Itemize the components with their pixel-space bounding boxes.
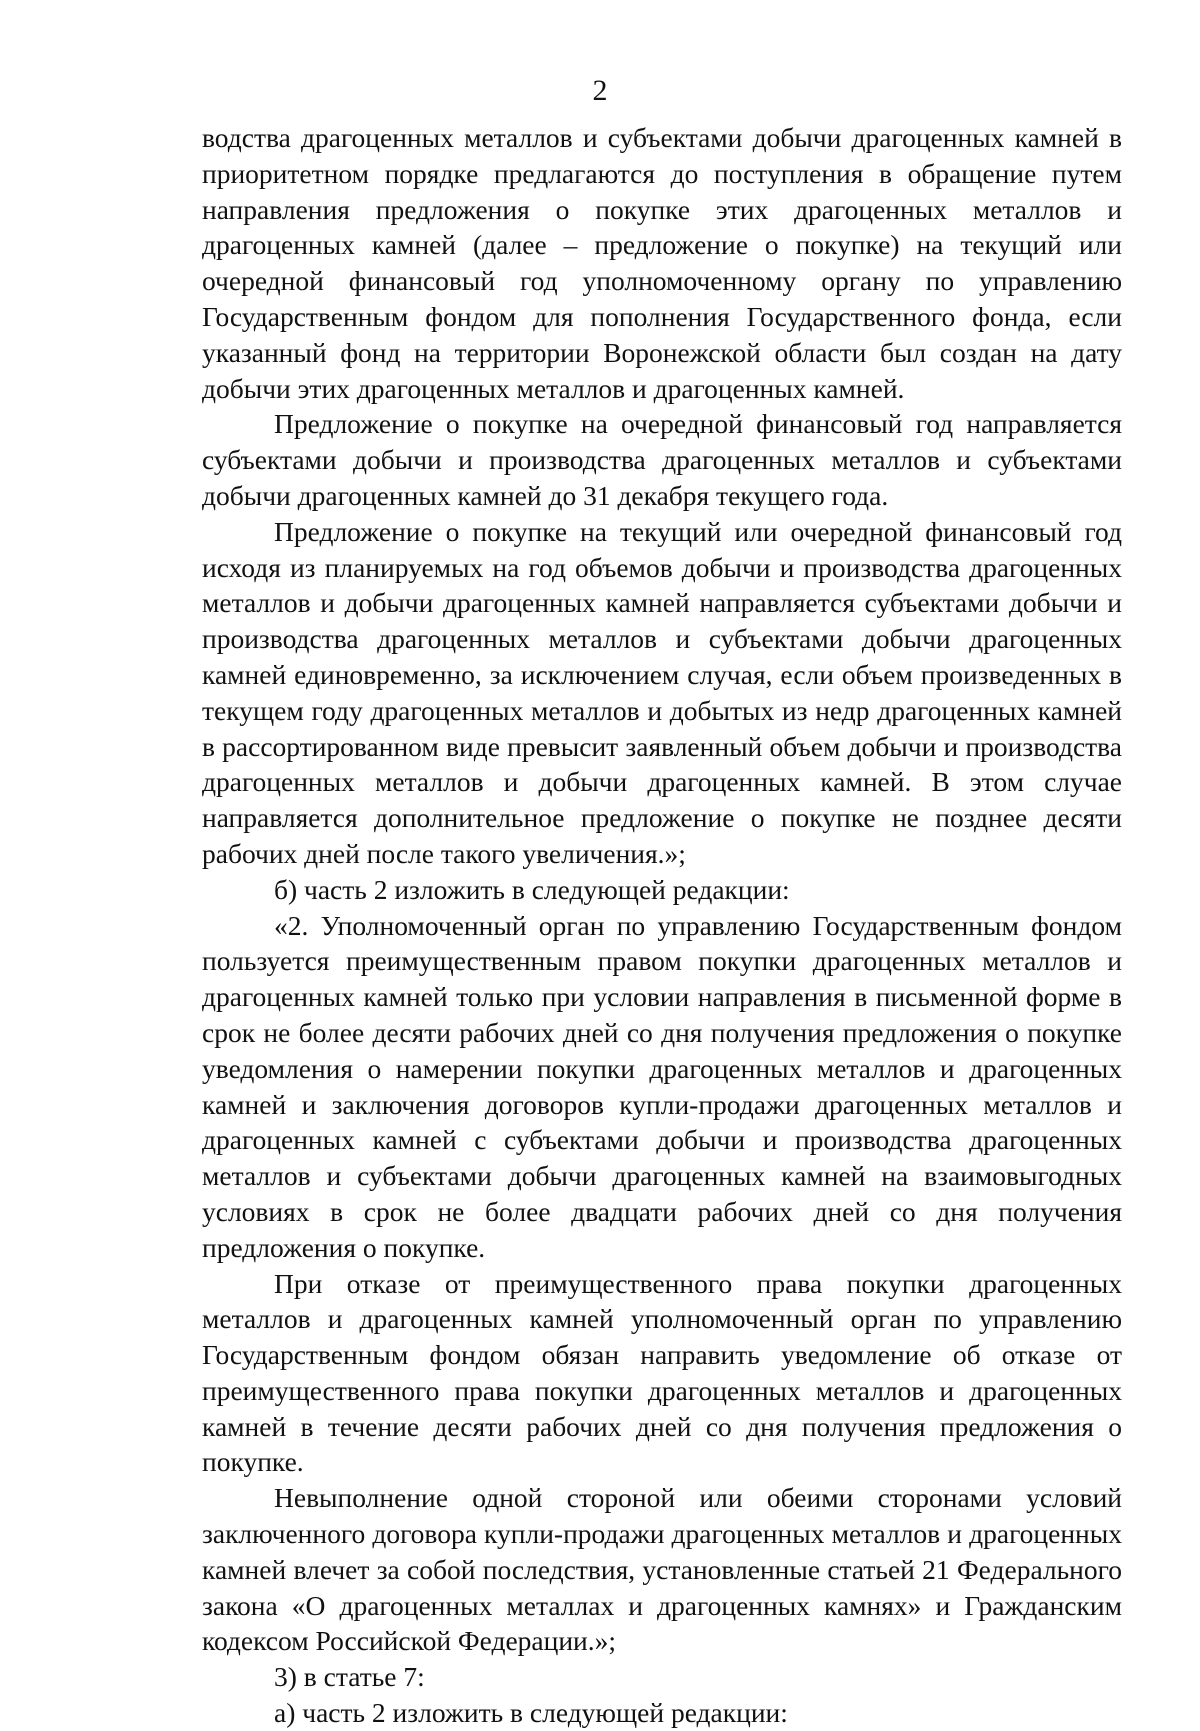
paragraph-refusal: При отказе от преимущественного права покупки драгоценных металлов и драгоценных камней уполномоченный орган по управлению Государственным фондом обязан направить уведомление об отказе от преимущественного права покупки драгоценных металлов и драгоценных камней в течение десяти рабочих дней со дня получения предложения о покупке. — [202, 1267, 1122, 1478]
paragraph-item-3: 3) в статье 7: — [274, 1661, 425, 1693]
paragraph-item-b: б) часть 2 изложить в следующей редакции: — [274, 873, 790, 905]
document-body — [202, 120, 1122, 1731]
paragraph-item-a: а) часть 2 изложить в следующей редакции: — [274, 1697, 788, 1729]
page-number: 2 — [592, 74, 608, 107]
paragraph-offer-planned-volumes: Предложение о покупке на текущий или очередной финансовый год исходя из планируемых на год объемов добычи и производства драгоценных металлов и добычи драгоценных камней направляется субъектами добычи и производства драгоценных металлов и субъектами добычи драгоценных камней единовременно, за исключением случая, если объем произведенных в текущем году драгоценных металлов и добытых из недр драгоценных камней в рассортированном виде превысит заявленный объем добычи и производства драгоценных металлов и добычи драгоценных камней. В этом случае направляется дополнительное предложение о покупке не позднее десяти рабочих дней после такого увеличения.»; — [202, 515, 1122, 869]
paragraph-offer-next-year: Предложение о покупке на очередной финансовый год направляется субъектами добычи и производства драгоценных металлов и субъектами добычи драгоценных камней до 31 декабря текущего года. — [202, 408, 1122, 511]
paragraph-continuation: водства драгоценных металлов и субъектами добычи драгоценных камней в приоритетном порядке предлагаются до поступления в обращение путем направления предложения о покупке этих драгоценных металлов и драгоценных камней (далее – предложение о покупке) на текущий или очередной финансовый год уполномоченному органу по управлению Государственным фондом для пополнения Государственного фонда, если указанный фонд на территории Воронежской области был создан на дату добычи этих драгоценных металлов и драгоценных камней. — [202, 122, 1122, 404]
paragraph-non-fulfillment: Невыполнение одной стороной или обеими сторонами условий заключенного договора купли-продажи драгоценных металлов и драгоценных камней влечет за собой последствия, установленные статьей 21 Федерального закона «О драгоценных металлах и драгоценных камнях» и Гражданским кодексом Российской Федерации.»; — [202, 1482, 1122, 1657]
paragraph-part-2: «2. Уполномоченный орган по управлению Государственным фондом пользуется преимущественным правом покупки драгоценных металлов и драгоценных камней только при условии направления в письменной форме в срок не более десяти рабочих дней со дня получения предложения о покупке уведомления о намерении покупки драгоценных металлов и драгоценных камней и заключения договоров купли-продажи драгоценных металлов и драгоценных камней с субъектами добычи и производства драгоценных металлов и субъектами добычи драгоценных камней на взаимовыгодных условиях в срок не более двадцати рабочих дней со дня получения предложения о покупке. — [202, 909, 1122, 1263]
